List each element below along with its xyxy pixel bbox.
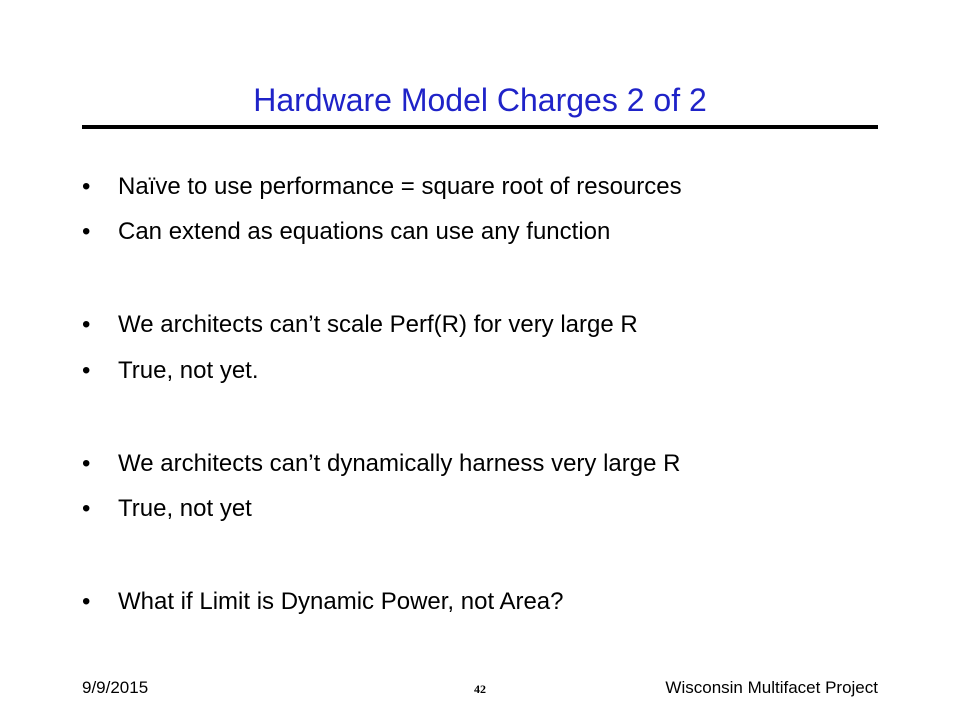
slide-title: Hardware Model Charges 2 of 2: [253, 82, 707, 118]
footer-page-number: 42: [474, 682, 486, 696]
bullet-marker: •: [82, 495, 91, 522]
bullet-marker: •: [82, 588, 91, 615]
title-underline: [82, 125, 878, 129]
footer-organization: Wisconsin Multifacet Project: [665, 678, 878, 697]
bullet-item: [82, 444, 882, 484]
bullet-text: What if Limit is Dynamic Power, not Area?: [118, 588, 564, 615]
bullet-text: True, not yet.: [118, 357, 259, 384]
bullet-marker: •: [82, 311, 91, 338]
bullet-item: [82, 167, 882, 207]
footer-date: 9/9/2015: [82, 678, 149, 697]
bullet-marker: •: [82, 450, 91, 477]
bullet-item: [82, 212, 882, 252]
bullet-text: True, not yet: [118, 495, 252, 522]
bullet-item: [82, 489, 882, 529]
bullet-text: Naïve to use performance = square root of resources: [118, 173, 682, 200]
bullet-item: [82, 305, 882, 345]
bullet-text: We architects can’t scale Perf(R) for very large R: [118, 311, 638, 338]
bullet-marker: •: [82, 357, 91, 384]
bullet-item: [82, 582, 882, 622]
bullet-text: We architects can’t dynamically harness very large R: [118, 450, 681, 477]
bullet-item: [82, 351, 882, 391]
bullet-marker: •: [82, 173, 91, 200]
bullet-text: Can extend as equations can use any function: [118, 218, 611, 245]
bullet-marker: •: [82, 218, 91, 245]
